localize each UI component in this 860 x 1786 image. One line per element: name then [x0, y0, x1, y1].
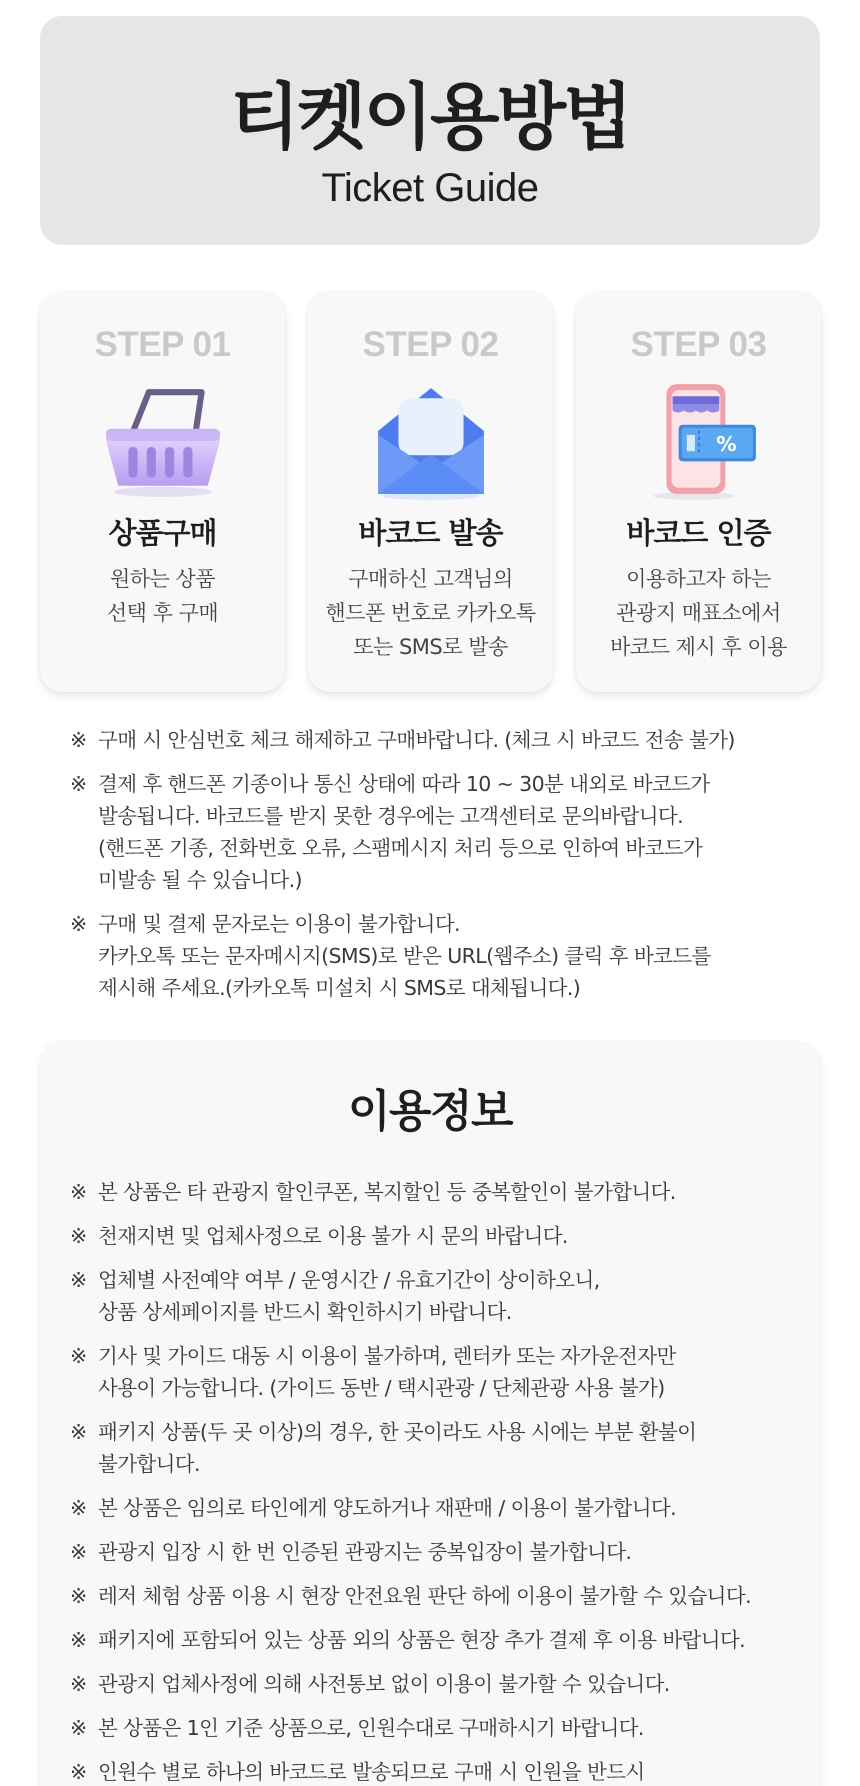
- info-line: 패키지에 포함되어 있는 상품 외의 상품은 현장 추가 결제 후 이용 바랍니다.: [98, 1628, 746, 1652]
- usage-info-list: [70, 1176, 830, 1786]
- reference-mark: ※: [70, 1716, 87, 1740]
- info-line: 관광지 업체사정에 의해 사전통보 없이 이용이 불가할 수 있습니다.: [98, 1672, 670, 1696]
- step-title: 바코드 인증: [626, 516, 771, 550]
- info-line: 불가합니다.: [98, 1452, 200, 1476]
- step-description: [580, 562, 817, 664]
- reference-mark: ※: [70, 1540, 87, 1564]
- shopping-basket-icon: [102, 380, 224, 502]
- note-line: 결제 후 핸드폰 기종이나 통신 상태에 따라 10 ~ 30분 내외로 바코드가: [98, 772, 710, 796]
- info-item: [70, 1536, 830, 1568]
- info-line: 인원수 별로 하나의 바코드로 발송되므로 구매 시 인원을 반드시: [98, 1760, 645, 1784]
- step-description-line: 구매하신 고객님의: [348, 567, 513, 591]
- reference-mark: ※: [70, 1760, 87, 1784]
- step-description: [44, 562, 281, 630]
- step-description-line: 바코드 제시 후 이용: [610, 635, 787, 659]
- reference-mark: ※: [70, 912, 87, 936]
- info-line: 업체별 사전예약 여부 / 운영시간 / 유효기간이 상이하오니,: [98, 1268, 600, 1292]
- step-card-03: [576, 292, 821, 692]
- info-item: [70, 1756, 830, 1786]
- step-card-01: [40, 292, 285, 692]
- step-description-line: 관광지 매표소에서: [616, 601, 781, 625]
- info-item: [70, 1668, 830, 1700]
- note-item: [70, 768, 830, 896]
- info-item: [70, 1624, 830, 1656]
- step-label: STEP 01: [94, 325, 231, 364]
- note-line: 구매 및 결제 문자로는 이용이 불가합니다.: [98, 912, 460, 936]
- info-line: 관광지 입장 시 한 번 인증된 관광지는 중복입장이 불가합니다.: [98, 1540, 632, 1564]
- reference-mark: ※: [70, 1420, 87, 1444]
- info-line: 천재지변 및 업체사정으로 이용 불가 시 문의 바랍니다.: [98, 1224, 568, 1248]
- step-title: 바코드 발송: [358, 516, 503, 550]
- info-item: [70, 1220, 830, 1252]
- page-title: 티켓이용방법: [230, 75, 630, 159]
- reference-mark: ※: [70, 772, 87, 796]
- info-item: [70, 1416, 830, 1480]
- note-line: 제시해 주세요.(카카오톡 미설치 시 SMS로 대체됩니다.): [98, 976, 581, 1000]
- reference-mark: ※: [70, 1672, 87, 1696]
- note-line: 구매 시 안심번호 체크 해제하고 구매바랍니다. (체크 시 바코드 전송 불가): [98, 728, 735, 752]
- info-item: [70, 1492, 830, 1524]
- info-line: 본 상품은 타 관광지 할인쿠폰, 복지할인 등 중복할인이 불가합니다.: [98, 1180, 676, 1204]
- step-description: [312, 562, 549, 664]
- purchase-notes: [70, 724, 830, 1016]
- note-line: 카카오톡 또는 문자메시지(SMS)로 받은 URL(웹주소) 클릭 후 바코드를: [98, 944, 711, 968]
- info-line: 사용이 가능합니다. (가이드 동반 / 택시관광 / 단체관광 사용 불가): [98, 1376, 665, 1400]
- mobile-coupon-icon: [638, 380, 760, 502]
- page-subtitle: Ticket Guide: [321, 166, 539, 210]
- note-line: (핸드폰 기종, 전화번호 오류, 스팸메시지 처리 등으로 인하여 바코드가: [98, 836, 703, 860]
- info-item: [70, 1340, 830, 1404]
- step-description-line: 또는 SMS로 발송: [353, 635, 508, 659]
- reference-mark: ※: [70, 1584, 87, 1608]
- info-item: [70, 1712, 830, 1744]
- note-line: 미발송 될 수 있습니다.): [98, 868, 302, 892]
- info-line: 패키지 상품(두 곳 이상)의 경우, 한 곳이라도 사용 시에는 부분 환불이: [98, 1420, 697, 1444]
- step-title: 상품구매: [108, 516, 217, 550]
- info-item: [70, 1264, 830, 1328]
- reference-mark: ※: [70, 1268, 87, 1292]
- reference-mark: ※: [70, 1180, 87, 1204]
- step-description-line: 핸드폰 번호로 카카오톡: [325, 601, 536, 625]
- envelope-icon: [370, 380, 492, 502]
- info-line: 레저 체험 상품 이용 시 현장 안전요원 판단 하에 이용이 불가할 수 있습니다.: [98, 1584, 752, 1608]
- step-description-line: 이용하고자 하는: [626, 567, 771, 591]
- note-item: [70, 908, 830, 1004]
- info-item: [70, 1176, 830, 1208]
- reference-mark: ※: [70, 728, 87, 752]
- info-line: 상품 상세페이지를 반드시 확인하시기 바랍니다.: [98, 1300, 512, 1324]
- step-description-line: 선택 후 구매: [106, 601, 219, 625]
- step-label: STEP 03: [630, 325, 767, 364]
- svg-text:%: %: [716, 432, 737, 457]
- reference-mark: ※: [70, 1224, 87, 1248]
- reference-mark: ※: [70, 1344, 87, 1368]
- usage-info-title: 이용정보: [347, 1086, 512, 1137]
- note-line: 발송됩니다. 바코드를 받지 못한 경우에는 고객센터로 문의바랍니다.: [98, 804, 684, 828]
- info-line: 본 상품은 1인 기준 상품으로, 인원수대로 구매하시기 바랍니다.: [98, 1716, 644, 1740]
- note-item: [70, 724, 830, 756]
- ticket-guide-header: [40, 16, 820, 245]
- info-item: [70, 1580, 830, 1612]
- reference-mark: ※: [70, 1496, 87, 1520]
- reference-mark: ※: [70, 1628, 87, 1652]
- step-description-line: 원하는 상품: [109, 567, 216, 591]
- step-label: STEP 02: [362, 325, 499, 364]
- info-line: 기사 및 가이드 대동 시 이용이 불가하며, 렌터카 또는 자가운전자만: [98, 1344, 676, 1368]
- info-line: 본 상품은 임의로 타인에게 양도하거나 재판매 / 이용이 불가합니다.: [98, 1496, 677, 1520]
- step-card-02: [308, 292, 553, 692]
